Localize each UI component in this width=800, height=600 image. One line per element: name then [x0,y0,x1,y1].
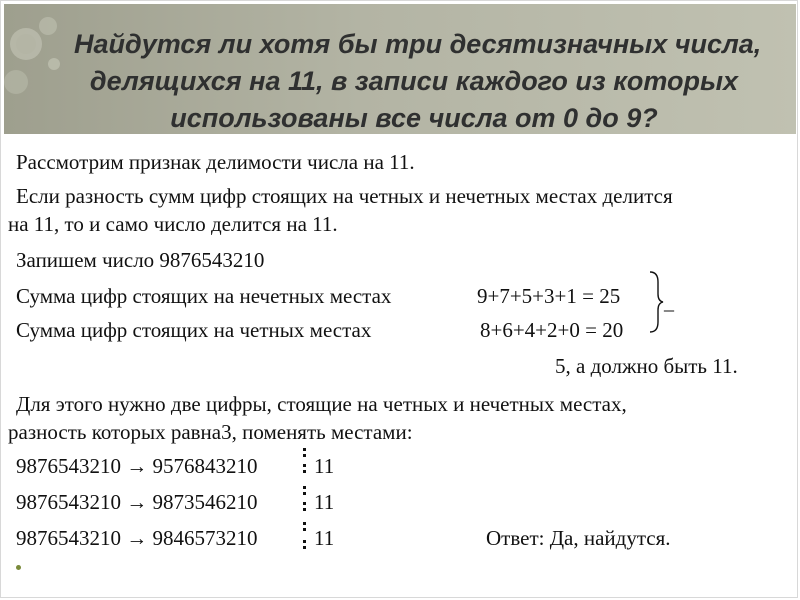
swap-example-2: 9876543210 → 9873546210 [16,490,258,514]
swap-example-1: 9876543210 → 9576843210 [16,454,258,478]
divisibility-rule-line-2: на 11, то и само число делится на 11. [8,212,338,236]
divisor-3: 11 [314,526,335,550]
divisibility-rule-intro: Рассмотрим признак делимости числа на 11. [16,150,415,174]
swap-explanation-line-2: разность которых равна3, поменять местами: [8,420,413,444]
title-line-3: использованы все числа от 0 до 9? [170,103,658,133]
answer: Ответ: Да, найдутся. [486,526,671,550]
swap-example-3: 9876543210 → 9846573210 [16,526,258,550]
divisibility-rule-line-1: Если разность сумм цифр стоящих на четных и нечетных местах делится [16,184,673,208]
title-line-1: Найдутся ли хотя бы три десятизначных числа, [74,29,762,59]
divisibility-sign [303,484,307,512]
divisor-2: 11 [314,490,335,514]
divisibility-sign [303,446,307,474]
bullet-point [16,565,21,570]
divisor-1: 11 [314,454,335,478]
divisibility-sign [303,520,307,550]
odd-sum-expression: 9+7+5+3+1 = 25 [477,284,621,308]
right-brace [648,270,664,334]
odd-sum-label: Сумма цифр стоящих на нечетных местах [16,284,392,308]
number-statement: Запишем число 9876543210 [16,248,265,272]
title-line-2: делящихся на 11, в записи каждого из которых [89,66,739,96]
difference-result: 5, а должно быть 11. [555,354,738,378]
even-sum-expression: 8+6+4+2+0 = 20 [480,318,624,342]
even-sum-label: Сумма цифр стоящих на четных местах [16,318,372,342]
subtraction-sign: _ [664,292,674,314]
swap-explanation-line-1: Для этого нужно две цифры, стоящие на четных и нечетных местах, [16,392,627,416]
